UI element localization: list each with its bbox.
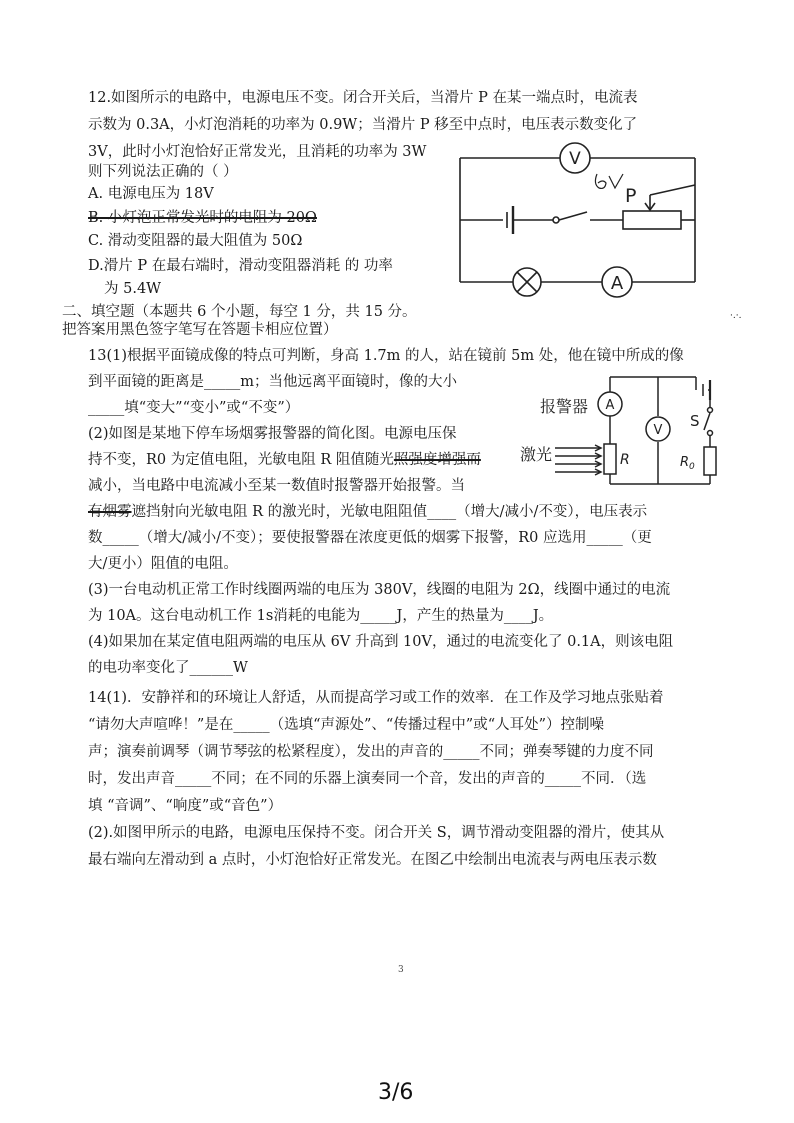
q12-line-1: 12.如图所示的电路中，电源电压不变。闭合开关后，当滑片 P 在某一端点时，电流表 [88, 90, 638, 106]
q13-part3-line-1: (3)一台电动机正常工作时线圈两端的电压为 380V，线圈的电阻为 2Ω，线圈中通过的电流 [88, 582, 671, 598]
q13-part2-line-6: 大/更小）阻值的电阻。 [88, 556, 238, 572]
q13-part2-line-2-struck: 照强度增强而 [393, 452, 481, 468]
q12-option-a: A. 电源电压为 18V [88, 186, 214, 202]
voltmeter-icon [646, 417, 670, 441]
section-2-heading: 二、填空题（本题共 6 个小题，每空 1 分，共 15 分。 [62, 304, 417, 320]
q12-line-4: 则下列说法正确的（ ） [88, 164, 238, 180]
q12-line-2: 示数为 0.3A，小灯泡消耗的功率为 0.9W；当滑片 P 移至中点时，电压表示数变化了 [88, 117, 638, 133]
fixed-resistor-label [680, 455, 695, 472]
voltmeter-label: V [569, 149, 581, 169]
fixed-resistor-letter: R [680, 455, 690, 470]
q12-option-d: D.滑片 P 在最右端时，滑动变阻器消耗 的 功率 [88, 258, 393, 274]
alarm-ammeter-label: A [605, 398, 615, 413]
q12-option-b: B. 小灯泡正常发光时的电阻为 20Ω [88, 210, 317, 226]
q14-part1-line-5: 填 “音调”、“响度”或“音色”） [88, 798, 283, 814]
scan-mark: ·.·. [730, 311, 742, 321]
lamp-icon [513, 268, 541, 296]
q13-part4-line-1: (4)如果加在某定值电阻两端的电压从 6V 升高到 10V，通过的电流变化了 0.1A，则该电阻 [88, 634, 674, 650]
q14-part1-line-2: “请勿大声喧哗！”是在_____（选填“声源处”、“传播过程中”或“人耳处”）控制噪 [88, 717, 605, 733]
q13-alarm-circuit-diagram [520, 372, 730, 490]
q13-part1-line-3: _____填“变大”“变小”或“不变”） [88, 400, 300, 416]
q12-option-d-cont: 为 5.4W [104, 281, 162, 297]
q13-part2-line-4-text: 遮挡射向光敏电阻 R 的激光时，光敏电阻阻值____（增大/减小/不变），电压表示 [131, 504, 648, 520]
slider-label: P [625, 185, 637, 207]
q14-part1-line-3: 声；演奏前调琴（调节琴弦的松紧程度），发出的声音的_____不同；弹奏琴键的力度不同 [88, 744, 654, 760]
laser-label: 激光 [520, 445, 553, 464]
q13-part4-line-2: 的电功率变化了______W [88, 660, 248, 676]
q13-part1-line-1: 13(1)根据平面镜成像的特点可判断，身高 1.7m 的人，站在镜前 5m 处，他在镜中所成的像 [88, 348, 684, 364]
page-number: 3 [398, 965, 404, 975]
handwritten-6v-mark [595, 174, 623, 188]
alarm-label: 报警器 [540, 397, 589, 416]
q13-part2-line-4 [88, 502, 647, 522]
fixed-resistor-subscript: 0 [689, 462, 695, 472]
ammeter-icon [602, 267, 632, 297]
ammeter-label: A [610, 273, 624, 294]
page-indicator: 3/6 [378, 1080, 414, 1105]
q13-part2-line-1: (2)如图是某地下停车场烟雾报警器的简化图。电源电压保 [88, 426, 457, 442]
q12-line-3: 3V，此时小灯泡恰好正常发光，且消耗的功率为 3W [88, 144, 427, 160]
q13-part2-line-4-struck: 有烟雾 [88, 504, 132, 520]
q14-part1-line-4: 时，发出声音_____不同；在不同的乐器上演奏同一个音，发出的声音的_____不同．（选 [88, 771, 647, 787]
section-2-instruction: 把答案用黑色签字笔写在答题卡相应位置） [62, 322, 338, 338]
q13-part2-line-2 [88, 450, 481, 470]
q13-part2-line-3: 减小，当电路中电流减小至某一数值时报警器开始报警。当 [88, 478, 465, 494]
q14-part1-line-1: 14(1)．安静祥和的环境让人舒适，从而提高学习或工作的效率．在工作及学习地点张贴着 [88, 690, 664, 706]
voltmeter-icon [560, 143, 590, 173]
q12-option-c: C. 滑动变阻器的最大阻值为 50Ω [88, 233, 303, 249]
q13-part3-line-2: 为 10A。这台电动机工作 1s消耗的电能为_____J，产生的热量为____J。 [88, 608, 554, 624]
q14-part2-line-1: (2).如图甲所示的电路，电源电压保持不变。闭合开关 S，调节滑动变阻器的滑片，使其从 [88, 825, 665, 841]
q13-part2-line-2-text: 持不变，R0 为定值电阻，光敏电阻 R 阻值随光 [88, 452, 394, 468]
switch-label: S [690, 412, 700, 430]
q13-part1-line-2: 到平面镜的距离是_____m；当他远离平面镜时，像的大小 [88, 374, 457, 390]
alarm-voltmeter-label: V [653, 423, 663, 438]
photoresistor-label: R [620, 452, 630, 468]
ammeter-icon [598, 392, 622, 416]
q14-part2-line-2: 最右端向左滑动到 a 点时，小灯泡恰好正常发光。在图乙中绘制出电流表与两电压表示数 [88, 852, 657, 868]
q13-part2-line-5: 数_____（增大/减小/不变）；要使报警器在浓度更低的烟雾下报警，R0 应选用_____（更 [88, 530, 652, 546]
q12-circuit-diagram [455, 140, 710, 300]
